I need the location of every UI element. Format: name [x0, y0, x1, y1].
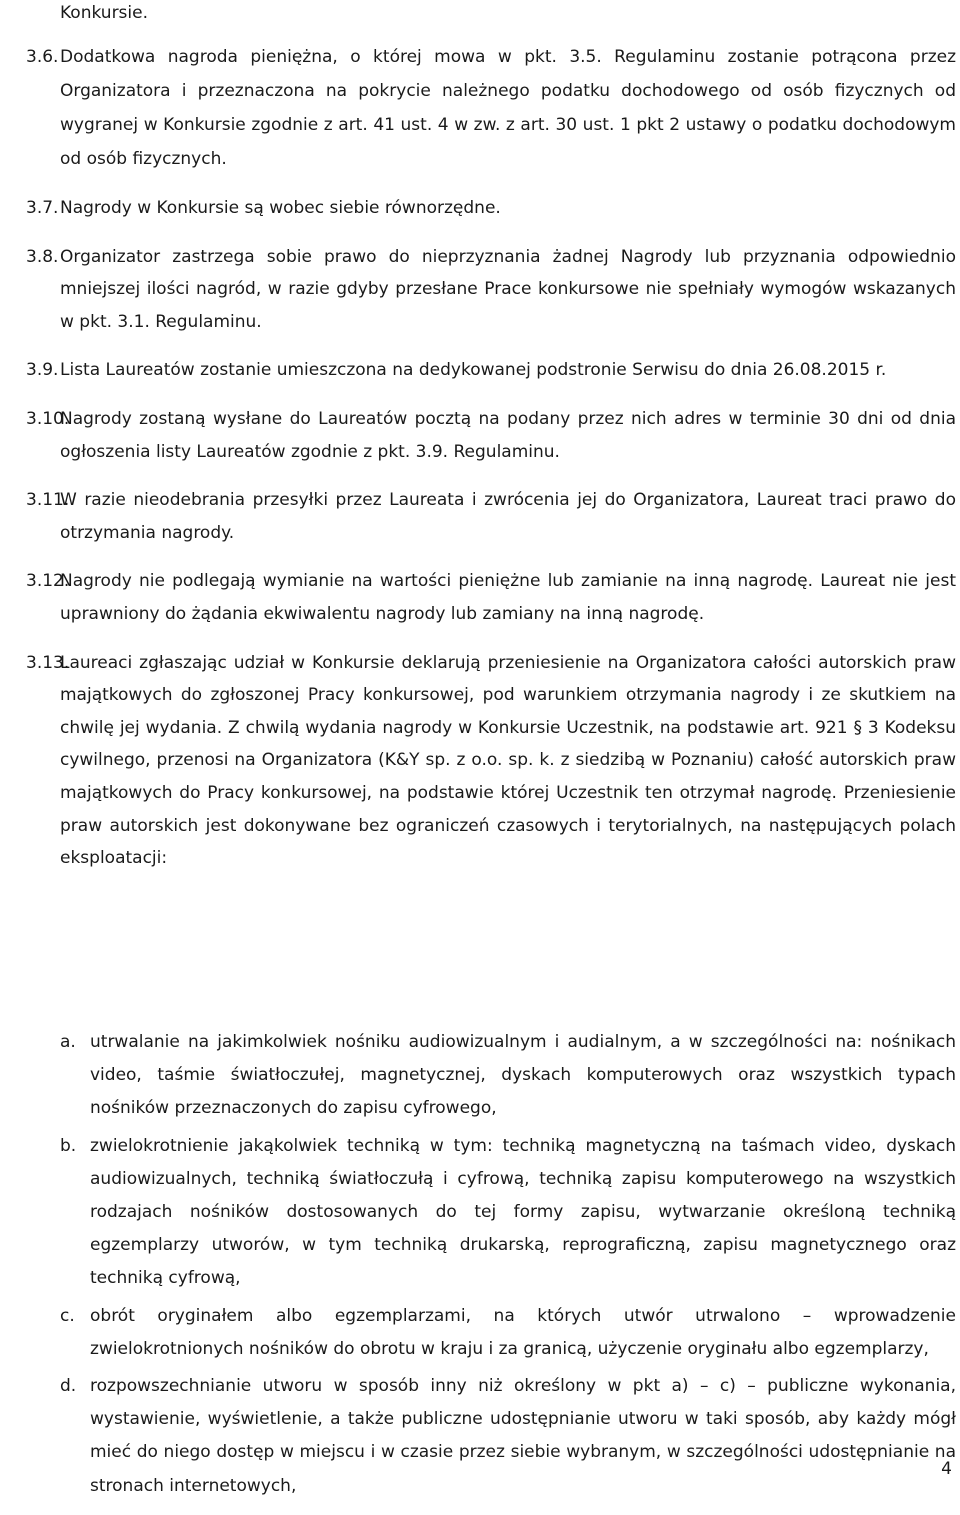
section-list	[0, 40, 960, 891]
section-item-3-13	[0, 647, 960, 875]
subitem-a	[0, 1026, 960, 1126]
section-item-3-9	[0, 354, 960, 387]
subitem-letter: a.	[60, 1032, 76, 1052]
section-number: 3.10.	[26, 408, 70, 429]
section-text: W razie nieodebrania przesyłki przez Laureata i zwrócenia jej do Organizatora, Laureat traci prawo do otrzymania nagrody.	[60, 490, 956, 543]
section-text: Nagrody zostaną wysłane do Laureatów pocztą na podany przez nich adres w terminie 30 dni od dnia ogłoszenia listy Laureatów zgodnie z pkt. 3.9. Regulaminu.	[60, 408, 956, 462]
section-number: 3.13.	[26, 652, 70, 673]
section-text: Nagrody w Konkursie są wobec siebie równorzędne.	[60, 198, 501, 218]
section-item-3-12	[0, 565, 960, 630]
subitem-text: zwielokrotnienie jakąkolwiek techniką w tym: techniką magnetyczną na taśmach video, dyskach audiowizualnych, techniką światłoczułą i cyfrową, techniką zapisu komputerowego na wszystkich rodzajach nośników dostosowanych do tej formy zapisu, wytwarzanie określoną techniką egzemplarzy utworów, w tym techniką drukarską, reprograficzną, zapisu magnetycznego oraz techniką cyfrową,	[90, 1135, 956, 1289]
page-number: 4	[941, 1459, 952, 1479]
section-text: Dodatkowa nagroda pieniężna, o której mowa w pkt. 3.5. Regulaminu zostanie potrącona przez Organizatora i przeznaczona na pokrycie należnego podatku dochodowego od osób fizycznych od wygranej w Konkursie zgodnie z art. 41 ust. 4 w zw. z art. 30 ust. 1 pkt 2 ustawy o podatku dochodowym od osób fizycznych.	[60, 47, 956, 169]
intro-text: Konkursie.	[60, 3, 149, 23]
section-number: 3.6.	[26, 47, 59, 67]
subitem-c	[0, 1300, 960, 1366]
section-item-3-11	[0, 484, 960, 549]
subitem-letter: c.	[60, 1305, 75, 1326]
section-text: Lista Laureatów zostanie umieszczona na dedykowanej podstronie Serwisu do dnia 26.08.2015 r.	[60, 360, 887, 381]
section-number: 3.9.	[26, 360, 59, 381]
section-number: 3.8.	[26, 246, 59, 267]
section-number: 3.11.	[26, 490, 70, 511]
section-text: Laureaci zgłaszając udział w Konkursie deklarują przeniesienie na Organizatora całości autorskich praw majątkowych do zgłoszonej Pracy konkursowej, pod warunkiem otrzymania nagrody i ze skutkiem na chwilę jej wydania. Z chwilą wydania nagrody w Konkursie Uczestnik, na podstawie art. 921 § 3 Kodeksu cywilnego, przenosi na Organizatora (K&Y sp. z o.o. sp. k. z siedzibą w Poznaniu) całość autorskich praw majątkowych do Pracy konkursowej, na podstawie której Uczestnik ten otrzymał nagrodę. Przeniesienie praw autorskich jest dokonywane bez ograniczeń czasowych i terytorialnych, na następujących polach eksploatacji:	[60, 652, 956, 869]
section-item-3-7	[0, 192, 960, 225]
subitem-d	[0, 1370, 960, 1503]
subitem-letter: b.	[60, 1135, 77, 1156]
subitem-text: rozpowszechnianie utworu w sposób inny niż określony w pkt a) – c) – publiczne wykonania, wystawienie, wyświetlenie, a także publiczne udostępnianie utworu w taki sposób, aby każdy mógł mieć do niego dostęp w miejscu i w czasie przez siebie wybranym, w szczególności udostępnianie na stronach internetowych,	[90, 1376, 956, 1496]
subitem-letter: d.	[60, 1376, 77, 1397]
section-text: Organizator zastrzega sobie prawo do nieprzyznania żadnej Nagrody lub przyznania odpowiednio mniejszej ilości nagród, w razie gdyby przesłane Prace konkursowe nie spełniały wymogów wskazanych w pkt. 3.1. Regulaminu.	[60, 246, 956, 332]
section-item-3-10	[0, 403, 960, 468]
section-number: 3.12.	[26, 571, 70, 592]
section-item-3-6	[0, 40, 960, 176]
section-text: Nagrody nie podlegają wymianie na wartości pieniężne lub zamianie na inną nagrodę. Laureat nie jest uprawniony do żądania ekwiwalentu nagrody lub zamiany na inną nagrodę.	[60, 571, 956, 624]
subitem-text: utrwalanie na jakimkolwiek nośniku audiowizualnym i audialnym, a w szczególności na: nośnikach video, taśmie światłoczułej, magnetycznej, dyskach komputerowych oraz wszystkich typach nośników przeznaczonych do zapisu cyfrowego,	[90, 1032, 956, 1119]
subitem-b	[0, 1130, 960, 1296]
exploitation-fields-list	[0, 1026, 960, 1507]
section-number: 3.7.	[26, 198, 59, 218]
subitem-text: obrót oryginałem albo egzemplarzami, na których utwór utrwalono – wprowadzenie zwielokrotnionych nośników do obrotu w kraju i za granicą, użyczenie oryginału albo egzemplarzy,	[90, 1305, 956, 1359]
section-item-3-8	[0, 241, 960, 339]
